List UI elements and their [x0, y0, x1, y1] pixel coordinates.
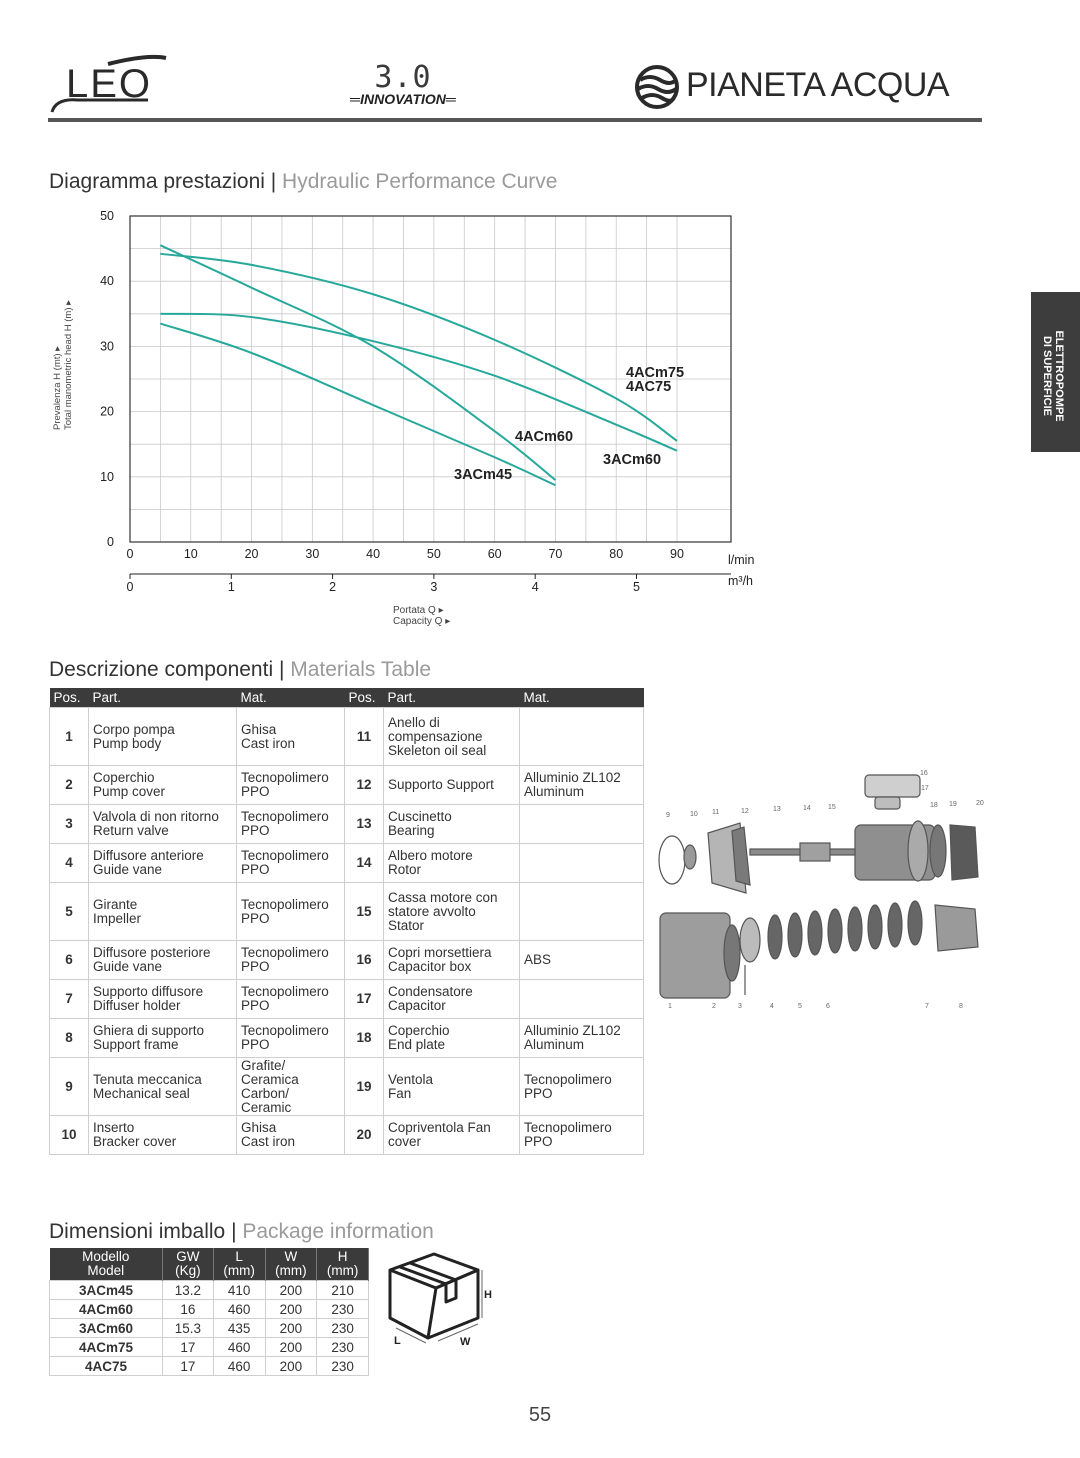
category-side-tab: [1031, 292, 1080, 452]
y-tick-label: 50: [100, 209, 114, 223]
table-cell: Ghisa Cast iron: [237, 1116, 345, 1155]
chart-x-unit-primary: l/min: [728, 553, 755, 567]
table-cell: Tecnopolimero PPO: [237, 1019, 345, 1058]
model-cell: 3ACm45: [50, 1281, 163, 1300]
table-row: [50, 1116, 644, 1155]
package-table-header: [50, 1248, 369, 1281]
secondary-x-tick-label: 5: [633, 580, 640, 594]
column-header: L (mm): [213, 1248, 265, 1281]
table-cell: Anello di compensazione Skeleton oil seal: [384, 708, 520, 766]
position-cell: 20: [345, 1116, 384, 1155]
x-tick-label: 50: [426, 547, 441, 561]
table-cell: Tecnopolimero PPO: [237, 941, 345, 980]
table-row: [50, 1300, 369, 1319]
table-row: [50, 708, 644, 766]
callout-number: 18: [930, 802, 938, 809]
table-cell: 200: [265, 1357, 317, 1376]
series-line-3acm60: [160, 314, 677, 451]
secondary-x-tick-label: 3: [430, 580, 438, 594]
series-label: 4AC75: [626, 379, 672, 395]
position-cell: 6: [50, 941, 89, 980]
callout-number: 7: [925, 1003, 929, 1010]
table-cell: Alluminio ZL102 Aluminum: [520, 766, 644, 805]
chart-xlabel-en: Capacity Q ▸: [393, 616, 451, 627]
table-cell: Tecnopolimero PPO: [237, 844, 345, 883]
callout-number: 6: [826, 1003, 830, 1010]
table-cell: Tecnopolimero PPO: [520, 1116, 644, 1155]
x-tick-label: 60: [487, 547, 502, 561]
position-cell: 3: [50, 805, 89, 844]
table-cell: ABS: [520, 941, 644, 980]
position-cell: 15: [345, 883, 384, 941]
table-cell: 15.3: [162, 1319, 213, 1338]
table-cell: Diffusore posteriore Guide vane: [89, 941, 237, 980]
position-cell: 9: [50, 1058, 89, 1116]
table-row: [50, 980, 644, 1019]
table-cell: 460: [213, 1300, 265, 1319]
table-row: [50, 805, 644, 844]
table-cell: 230: [317, 1338, 369, 1357]
table-cell: Corpo pompa Pump body: [89, 708, 237, 766]
secondary-x-tick-label: 2: [329, 580, 337, 594]
table-cell: 200: [265, 1281, 317, 1300]
table-cell: [520, 805, 644, 844]
chart-x-unit-secondary: m³/h: [728, 574, 753, 588]
chart-xlabel-it: Portata Q ▸: [393, 605, 444, 616]
table-cell: Coperchio Pump cover: [89, 766, 237, 805]
y-tick-label: 0: [107, 535, 114, 549]
table-row: [50, 1019, 644, 1058]
table-cell: Supporto diffusore Diffuser holder: [89, 980, 237, 1019]
column-header: Part.: [384, 688, 520, 708]
position-cell: 12: [345, 766, 384, 805]
callout-number: 19: [949, 801, 957, 808]
table-cell: Tecnopolimero PPO: [520, 1058, 644, 1116]
column-header: GW (Kg): [162, 1248, 213, 1281]
callout-number: 20: [976, 800, 984, 807]
table-cell: 210: [317, 1281, 369, 1300]
model-cell: 4AC75: [50, 1357, 163, 1376]
table-cell: Tecnopolimero PPO: [237, 805, 345, 844]
table-cell: 230: [317, 1300, 369, 1319]
table-cell: 200: [265, 1338, 317, 1357]
chart-series-labels: [454, 365, 684, 483]
table-cell: Grafite/ Ceramica Carbon/ Ceramic: [237, 1058, 345, 1116]
x-tick-label: 70: [548, 547, 563, 561]
table-cell: 230: [317, 1319, 369, 1338]
callout-number: 1: [668, 1003, 672, 1010]
x-tick-label: 80: [609, 547, 624, 561]
series-label: 3ACm45: [454, 467, 513, 483]
column-header: Mat.: [520, 688, 644, 708]
table-cell: Tecnopolimero PPO: [237, 883, 345, 941]
table-cell: 460: [213, 1357, 265, 1376]
box-height-label: H: [484, 1289, 492, 1301]
pianeta-acqua-logo-text: PIANETA ACQUA: [686, 66, 950, 104]
table-cell: 17: [162, 1357, 213, 1376]
position-cell: 2: [50, 766, 89, 805]
table-row: [50, 1281, 369, 1300]
water-wave-icon: [634, 64, 680, 110]
table-row: [50, 1058, 644, 1116]
table-cell: 17: [162, 1338, 213, 1357]
x-tick-label: 0: [126, 547, 134, 561]
package-section-title: Dimensioni imballo | Package information: [49, 1220, 434, 1243]
x-tick-label: 20: [244, 547, 259, 561]
position-cell: 19: [345, 1058, 384, 1116]
performance-section-title: Diagramma prestazioni | Hydraulic Performance Curve: [49, 170, 558, 193]
pianeta-acqua-logo: [634, 60, 984, 112]
series-line-4acm60: [160, 245, 555, 480]
position-cell: 11: [345, 708, 384, 766]
page-number: 55: [528, 1404, 552, 1426]
callout-number: 5: [798, 1003, 802, 1010]
column-header: Part.: [89, 688, 237, 708]
table-cell: Girante Impeller: [89, 883, 237, 941]
leo-logo: [48, 50, 173, 120]
column-header: Pos.: [50, 688, 89, 708]
callout-number: 10: [690, 811, 698, 818]
table-cell: Copri morsettiera Capacitor box: [384, 941, 520, 980]
table-cell: Tecnopolimero PPO: [237, 766, 345, 805]
position-cell: 17: [345, 980, 384, 1019]
series-line-3acm45: [160, 324, 555, 486]
position-cell: 8: [50, 1019, 89, 1058]
y-tick-label: 40: [100, 274, 114, 289]
table-cell: 16: [162, 1300, 213, 1319]
table-cell: Copriventola Fan cover: [384, 1116, 520, 1155]
table-cell: [520, 844, 644, 883]
secondary-x-tick-label: 1: [227, 580, 235, 594]
position-cell: 16: [345, 941, 384, 980]
innovation-logo-text: ═INNOVATION═: [350, 91, 456, 107]
x-tick-label: 10: [183, 547, 198, 561]
series-label: 3ACm60: [603, 452, 662, 468]
package-table: [49, 1248, 369, 1376]
table-cell: 230: [317, 1357, 369, 1376]
category-side-tab-label: ELETTROPOMPE DI SUPERFICIE: [1041, 330, 1065, 422]
column-header: W (mm): [265, 1248, 317, 1281]
secondary-x-tick-label: 4: [531, 580, 539, 594]
table-row: [50, 1319, 369, 1338]
position-cell: 4: [50, 844, 89, 883]
callout-number: 8: [959, 1003, 963, 1010]
x-tick-label: 40: [366, 547, 381, 561]
table-cell: Inserto Bracker cover: [89, 1116, 237, 1155]
header-divider: [48, 118, 982, 122]
callout-number: 15: [828, 804, 836, 811]
chart-ylabel-en: Total manometric head H (m) ▸: [63, 300, 74, 430]
y-tick-label: 10: [100, 469, 114, 484]
table-row: [50, 1357, 369, 1376]
position-cell: 10: [50, 1116, 89, 1155]
table-cell: Valvola di non ritorno Return valve: [89, 805, 237, 844]
table-cell: Alluminio ZL102 Aluminum: [520, 1019, 644, 1058]
position-cell: 18: [345, 1019, 384, 1058]
position-cell: 14: [345, 844, 384, 883]
column-header: H (mm): [317, 1248, 369, 1281]
position-cell: 5: [50, 883, 89, 941]
table-cell: Tecnopolimero PPO: [237, 980, 345, 1019]
table-row: [50, 1338, 369, 1357]
callout-number: 12: [741, 808, 749, 815]
callout-number: 9: [666, 812, 670, 819]
series-label: 4ACm60: [515, 429, 574, 445]
model-cell: 4ACm60: [50, 1300, 163, 1319]
table-cell: 13.2: [162, 1281, 213, 1300]
callout-number: 3: [738, 1003, 742, 1010]
box-length-label: L: [394, 1335, 401, 1347]
column-header: Mat.: [237, 688, 345, 708]
table-cell: [520, 883, 644, 941]
table-cell: Coperchio End plate: [384, 1019, 520, 1058]
table-row: [50, 883, 644, 941]
materials-section-title: Descrizione componenti | Materials Table: [49, 658, 432, 681]
table-cell: 200: [265, 1300, 317, 1319]
pump-parts-bottom-row: [660, 901, 978, 998]
model-cell: 4ACm75: [50, 1338, 163, 1357]
table-row: [50, 766, 644, 805]
table-cell: 200: [265, 1319, 317, 1338]
box-width-label: W: [460, 1336, 471, 1348]
table-row: [50, 844, 644, 883]
table-cell: Cassa motore con statore avvolto Stator: [384, 883, 520, 941]
callout-number: 16: [920, 770, 928, 777]
package-box-icon: [378, 1248, 498, 1348]
model-cell: 3ACm60: [50, 1319, 163, 1338]
table-cell: [520, 980, 644, 1019]
performance-chart: [40, 200, 780, 640]
table-cell: Ventola Fan: [384, 1058, 520, 1116]
callout-number: 2: [712, 1003, 716, 1010]
pump-exploded-view: [650, 765, 990, 1015]
x-tick-label: 30: [305, 547, 320, 561]
chart-ticks: [100, 209, 731, 594]
table-cell: Diffusore anteriore Guide vane: [89, 844, 237, 883]
table-cell: Ghiera di supporto Support frame: [89, 1019, 237, 1058]
table-cell: 435: [213, 1319, 265, 1338]
innovation-logo-number: 3.0: [374, 60, 432, 95]
table-row: [50, 941, 644, 980]
callout-number: 4: [770, 1003, 774, 1010]
position-cell: 7: [50, 980, 89, 1019]
y-tick-label: 20: [100, 404, 114, 419]
position-cell: 13: [345, 805, 384, 844]
series-label: 4ACm75: [626, 365, 685, 381]
innovation-logo: [328, 60, 478, 112]
chart-ylabel-it: Prevalenza H (mt) ▸: [52, 346, 63, 430]
materials-table: [49, 688, 644, 1155]
table-cell: Tenuta meccanica Mechanical seal: [89, 1058, 237, 1116]
pump-parts-top-row: [659, 775, 978, 893]
materials-table-header: [50, 688, 644, 708]
y-tick-label: 30: [100, 339, 114, 354]
table-cell: 460: [213, 1338, 265, 1357]
callout-number: 17: [921, 785, 929, 792]
table-cell: Ghisa Cast iron: [237, 708, 345, 766]
callout-number: 14: [803, 805, 811, 812]
column-header: Modello Model: [50, 1248, 163, 1281]
x-tick-label: 90: [670, 547, 684, 561]
callout-number: 13: [773, 806, 781, 813]
leo-logo-text: LEO: [66, 62, 153, 106]
callout-number: 11: [712, 809, 720, 816]
table-cell: 410: [213, 1281, 265, 1300]
table-cell: Condensatore Capacitor: [384, 980, 520, 1019]
position-cell: 1: [50, 708, 89, 766]
table-cell: Cuscinetto Bearing: [384, 805, 520, 844]
column-header: Pos.: [345, 688, 384, 708]
table-cell: [520, 708, 644, 766]
table-cell: Albero motore Rotor: [384, 844, 520, 883]
table-cell: Supporto Support: [384, 766, 520, 805]
secondary-x-tick-label: 0: [126, 580, 134, 594]
